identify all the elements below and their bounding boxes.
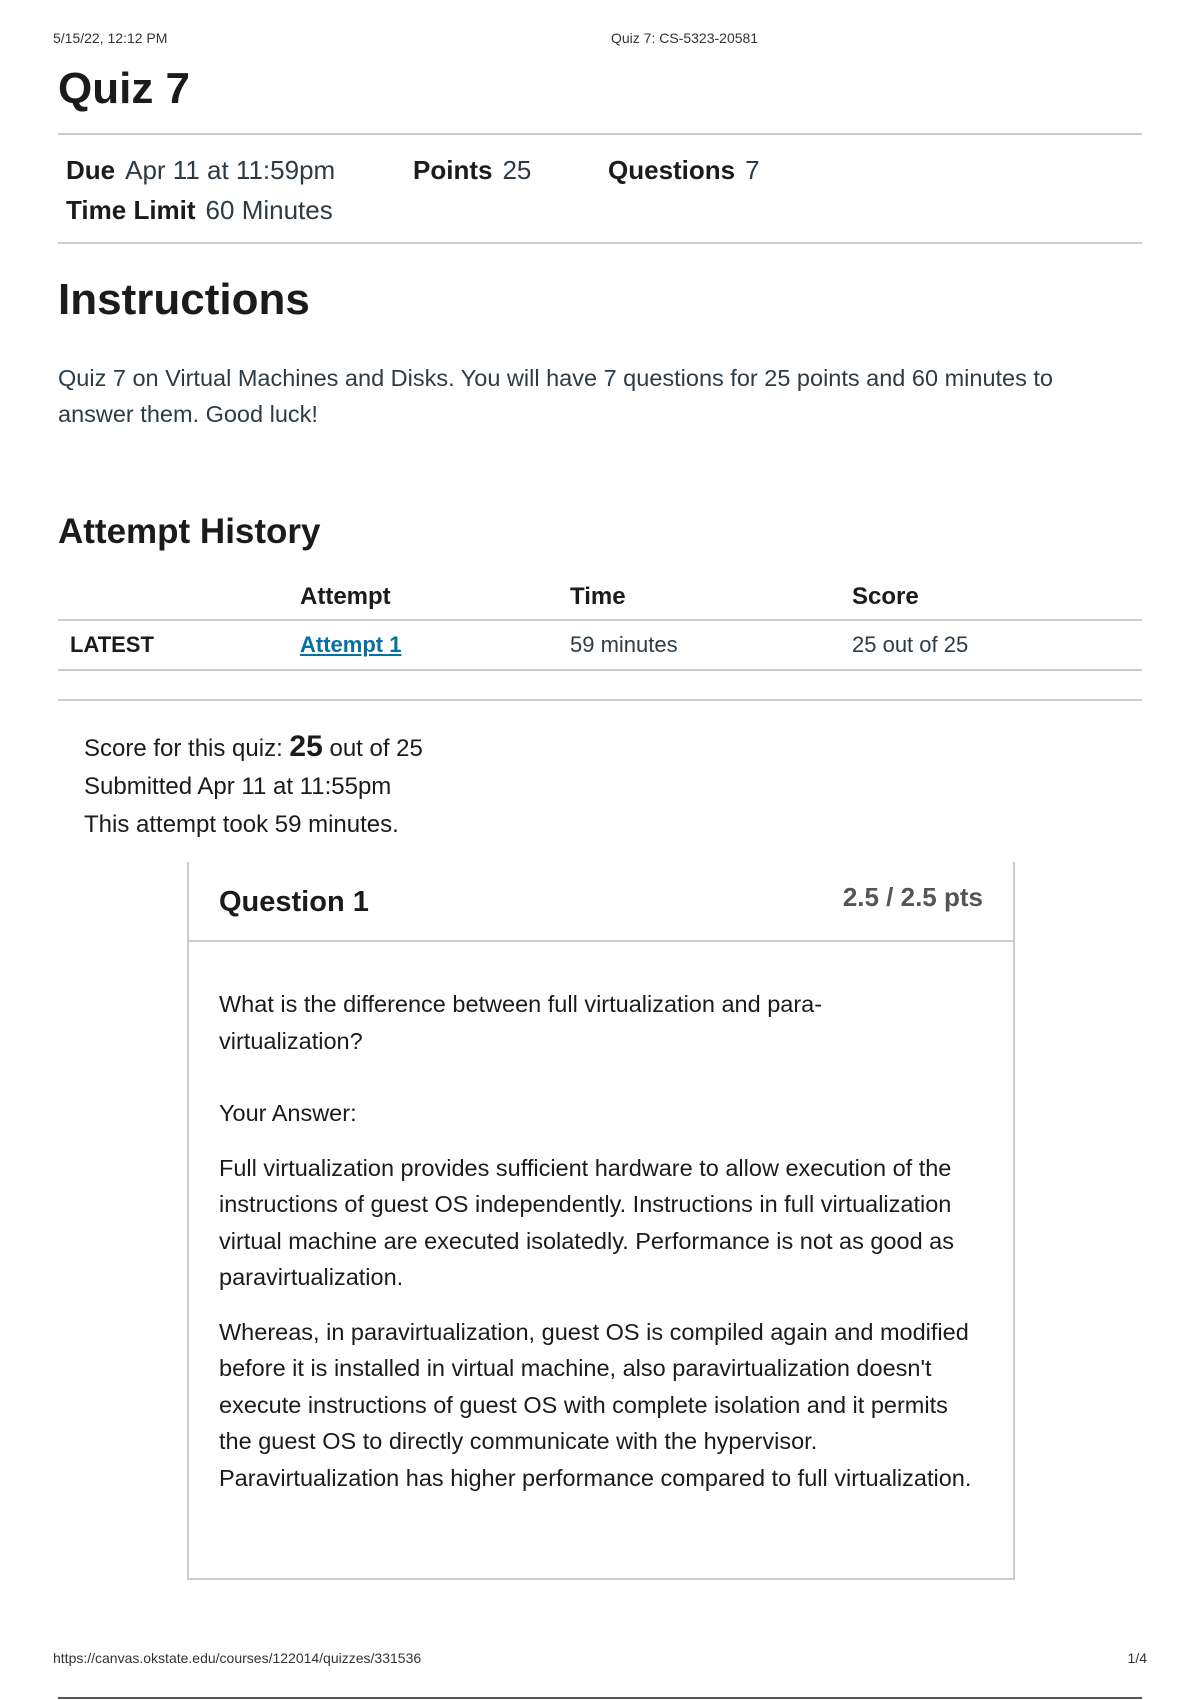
latest-label: LATEST (70, 632, 154, 657)
score-summary (84, 728, 423, 844)
table-header-row (58, 575, 1142, 620)
answer-paragraph-2: Whereas, in paravirtualization, guest OS is compiled again and modified before it is installed in virtual machine, also paravirtualization doesn't execute instructions of guest OS with complete isolation and it permits the guest OS to directly communicate with the hypervisor. Paravirtualization has higher performance compared to full virtualization. (219, 1318, 972, 1491)
instructions-text: Quiz 7 on Virtual Machines and Disks. You will have 7 questions for 25 points and 60 minutes to answer them. Good luck! (58, 365, 1053, 427)
points-value: 25 (502, 155, 532, 185)
print-url: https://canvas.okstate.edu/courses/122014/quizzes/331536 (53, 1650, 422, 1666)
table-row (58, 620, 1142, 670)
points-label: Points (413, 155, 493, 185)
attempt-time: 59 minutes (570, 632, 678, 657)
quiz-details (66, 150, 1066, 230)
duration-line: This attempt took 59 minutes. (84, 811, 399, 838)
column-header-time: Time (570, 575, 852, 620)
due-value: Apr 11 at 11:59pm (125, 155, 336, 185)
score-prefix: Score for this quiz: (84, 735, 283, 762)
divider (58, 699, 1142, 701)
question-points: 2.5 / 2.5 pts (842, 882, 983, 912)
question-header (189, 862, 1013, 942)
submitted-line: Submitted Apr 11 at 11:55pm (84, 773, 392, 800)
instructions-heading: Instructions (58, 275, 310, 324)
time-limit-value: 60 Minutes (205, 195, 333, 225)
print-page-number: 1/4 (1127, 1650, 1147, 1666)
question-card (187, 862, 1015, 1580)
question-body (189, 942, 1013, 1496)
question-prompt: What is the difference between full virtualization and para-virtualization? (219, 991, 823, 1054)
attempt-score: 25 out of 25 (852, 632, 969, 657)
divider (58, 133, 1142, 135)
your-answer-label: Your Answer: (219, 1100, 357, 1126)
page-title: Quiz 7 (58, 64, 191, 113)
question-title: Question 1 (219, 886, 369, 918)
footer-divider (58, 1697, 1142, 1699)
column-header-blank (58, 575, 300, 620)
column-header-attempt: Attempt (300, 575, 570, 620)
print-tab-title: Quiz 7: CS-5323-20581 (611, 30, 759, 46)
questions-info (608, 150, 760, 190)
due-label: Due (66, 155, 116, 185)
print-date: 5/15/22, 12:12 PM (53, 30, 168, 46)
answer-paragraph-1: Full virtualization provides sufficient hardware to allow execution of the instructions of guest OS independently. Instructions in full virtualization virtual machine are executed isolatedly. Performance is not as good as paravirtualization. (219, 1154, 954, 1290)
time-limit-label: Time Limit (66, 195, 196, 225)
score-suffix: out of 25 (329, 735, 423, 762)
attempt-history-table (58, 575, 1142, 671)
score-value: 25 (289, 730, 323, 763)
due-info (66, 150, 335, 190)
questions-value: 7 (745, 155, 760, 185)
column-header-score: Score (852, 575, 1142, 620)
time-limit-info (66, 190, 333, 230)
score-line (84, 728, 423, 768)
attempt-1-link[interactable]: Attempt 1 (300, 632, 402, 657)
points-info (413, 150, 531, 190)
divider (58, 242, 1142, 244)
questions-label: Questions (608, 155, 736, 185)
attempt-history-heading: Attempt History (58, 512, 321, 551)
